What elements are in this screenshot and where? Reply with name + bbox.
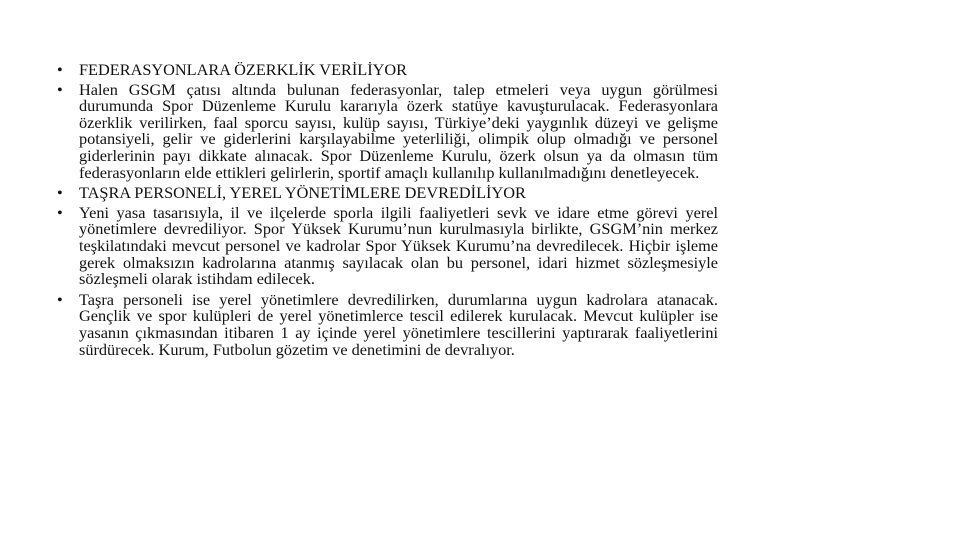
bullet-icon: • [57, 60, 63, 79]
bullet-icon: • [57, 79, 63, 99]
bullet-text: TAŞRA PERSONELİ, YEREL YÖNETİMLERE DEVREDİLİYOR [79, 183, 526, 203]
bullet-text: Taşra personeli ise yerel yönetimlere devredilirken, durumlarına uygun kadrolara atanacak. Gençlik ve spor kulüpleri de yerel yönetimlerce tescil edilerek kurulacak. Mevcut kulüpler ise yasanın çıkmasından itibaren 1 ay içinde yerel yönetimlere tescillerini yaptırarak faaliyetlerini sürdürecek. Kurum, Futbolun gözetim ve denetimini de devralıyor. [79, 289, 718, 359]
bullet-item-personnel-body [57, 202, 718, 289]
bullet-item-local-personnel [57, 289, 718, 359]
bullet-text: Halen GSGM çatısı altında bulunan federasyonlar, talep etmeleri veya uygun görülmesi durumunda Spor Düzenleme Kurulu kararıyla özerk statüye kavuşturulacak. Federasyonlara özerklik verilirken, faal sporcu sayısı, kulüp sayısı, Türkiye’deki yaygınlık düzeyi ve gelişme potansiyeli, gelir ve giderlerini karşılayabilme yeterliliği, olimpik olup olmadığı ve personel giderlerinin payı dikkate alınacak. Spor Düzenleme Kurulu, özerk olsun ya da olmasın tüm federasyonların elde ettikleri gelirlerin, sportif amaçlı kullanılıp kullanılmadığını denetleyecek. [79, 79, 718, 182]
bullet-text: FEDERASYONLARA ÖZERKLİK VERİLİYOR [79, 60, 408, 79]
bullet-item-federations-heading [57, 62, 718, 79]
bullet-icon: • [57, 183, 63, 203]
bullet-icon: • [57, 202, 63, 222]
bullet-list [57, 62, 718, 362]
bullet-icon: • [57, 289, 63, 309]
bullet-item-personnel-heading [57, 185, 718, 202]
bullet-item-federations-body [57, 79, 718, 182]
bullet-text: Yeni yasa tasarısıyla, il ve ilçelerde sporla ilgili faaliyetleri sevk ve idare etme görevi yerel yönetimlere devrediliyor. Spor Yüksek Kurumu’nun kurulmasıyla birlikte, GSGM’nin merkez teşkilatındaki mevcut personel ve kadrolar Spor Yüksek Kurumu’na devredilecek. Hiçbir işleme gerek olmaksızın kadrolarına atanmış sayılacak olan bu personel, idari hizmet sözleşmesiyle sözleşmeli olarak istihdam edilecek. [79, 202, 718, 289]
